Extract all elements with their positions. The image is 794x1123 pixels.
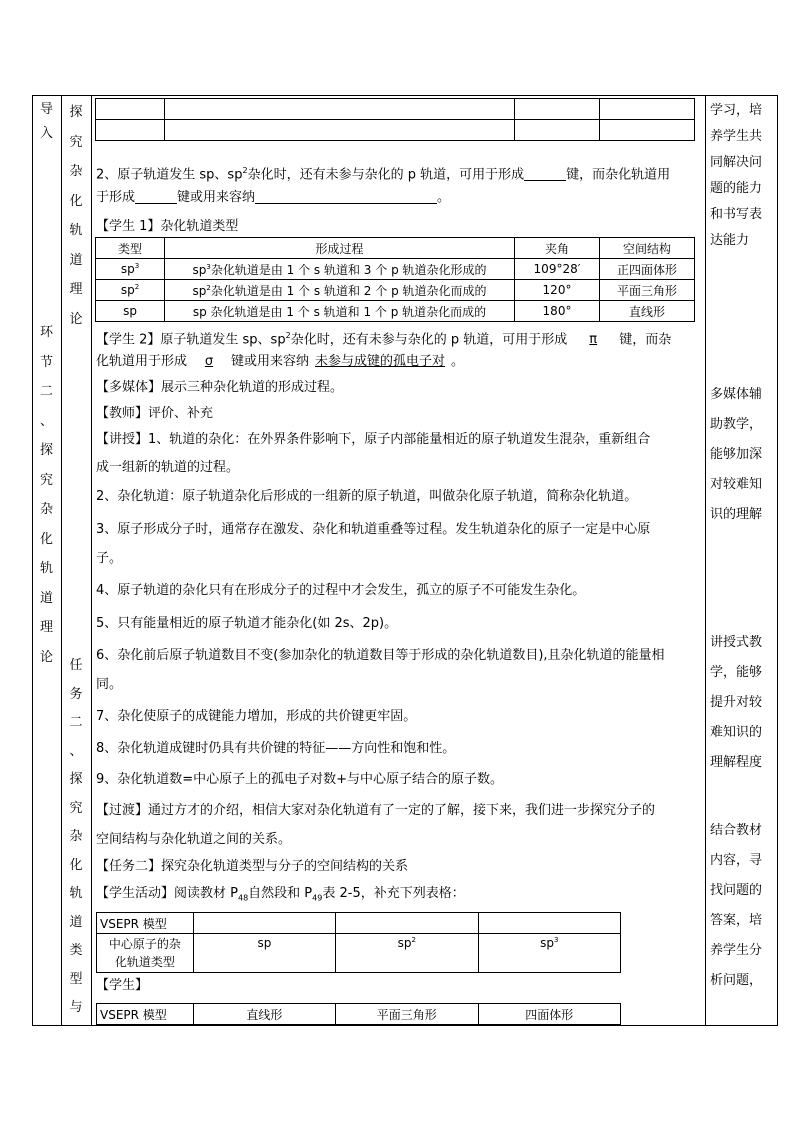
table-row [96, 301, 695, 322]
col1-char: 化 [39, 531, 53, 547]
lecture-point7: 7、杂化使原子的成键能力增加，形成的共价键更牢固。 [96, 709, 417, 724]
col2-section2-label [61, 652, 91, 1023]
col1-char: 轨 [39, 561, 53, 576]
table-cell [600, 99, 695, 120]
table-cell: 直线形 [600, 301, 695, 322]
table-cell: 平面三角形 [600, 280, 695, 301]
col2-char: 化 [69, 193, 83, 209]
superscript: 2 [285, 331, 291, 340]
table-header: 类型 [96, 238, 165, 259]
table-cell: $sp^2$ [96, 280, 165, 301]
table-cell: 平面三角形 [336, 1004, 478, 1025]
col1-char: 杂 [39, 502, 53, 517]
table-cell [96, 120, 165, 141]
col2-char: 类 [69, 943, 83, 958]
table-cell [165, 99, 515, 120]
note-line: 同解决问 [710, 155, 763, 170]
table-cell: $sp^3$ [96, 259, 165, 280]
col1-char: 导 [39, 102, 53, 117]
transition-line1: 【过渡】通过方才的介绍，相信大家对杂化轨道有了一定的了解，接下来，我们进一步探究分子的 [96, 803, 656, 818]
col2-char: 杂 [69, 829, 83, 844]
frame-top [32, 95, 777, 96]
filled-answer: 未参与成键的孤电子对 [315, 354, 446, 369]
col2-char: 杂 [69, 164, 83, 179]
question-2-line2 [96, 188, 706, 208]
table-header: 夹角 [515, 238, 600, 259]
table-cell: $sp^2$杂化轨道是由 1 个 s 轨道和 2 个 p 轨道杂化而成的 [165, 280, 515, 301]
col2-char: 轨 [69, 886, 83, 901]
student-label: 【学生】 [96, 978, 149, 993]
col1-section2-label [32, 318, 61, 672]
col1-char: 究 [39, 472, 53, 488]
table-cell: $sp^3$ [478, 934, 620, 973]
lecture-point6a: 6、杂化前后原子轨道数目不变(参加杂化的轨道数目等于形成的杂化轨道数目),且杂化轨道的能量相 [96, 648, 665, 663]
col2-char: 道 [69, 252, 83, 268]
col1-char: 道 [39, 590, 53, 606]
note-line: 提升对较 [710, 695, 763, 710]
text: 。 [451, 354, 465, 369]
text: 2、原子轨道发生 sp、sp [96, 167, 243, 183]
lecture-point3b: 子。 [96, 551, 123, 566]
lecture-line1b: 成一组新的轨道的过程。 [96, 460, 240, 475]
col2-char: 化 [69, 857, 83, 873]
col2-char: 论 [69, 311, 83, 327]
superscript: 2 [242, 166, 248, 175]
table-cell [600, 120, 695, 141]
lecture-point9: 9、杂化轨道数=中心原子上的孤电子对数+与中心原子结合的原子数。 [96, 772, 504, 787]
note-line: 助教学， [710, 417, 763, 432]
table-header: 空间结构 [600, 238, 695, 259]
frame-bottom [32, 1025, 777, 1026]
col1-char: 二 [39, 384, 53, 399]
table-cell: 直线形 [193, 1004, 335, 1025]
table-header: VSEPR 模型 [97, 913, 194, 934]
col2-char: 、 [69, 743, 83, 759]
right-note-1 [706, 98, 780, 254]
col1-char: 环 [39, 325, 53, 340]
table-row [97, 934, 621, 973]
text: 化轨道用于形成 [96, 354, 188, 369]
col2-char: 理 [69, 282, 83, 297]
note-line: 题的能力 [710, 181, 763, 196]
note-line: 养学生共 [710, 129, 763, 144]
col2-char: 务 [69, 686, 83, 702]
table-row [96, 280, 695, 301]
note-line: 能够加深 [710, 447, 763, 462]
note-line: 难知识的 [710, 725, 763, 740]
col1-char: 探 [39, 443, 53, 458]
note-line: 找问题的 [710, 883, 763, 898]
table-cell: sp [96, 301, 165, 322]
right-note-4 [706, 816, 780, 996]
student2-line2 [96, 352, 706, 372]
hybrid-orbital-table [95, 237, 695, 322]
text: 键或用来容纳 [231, 354, 310, 369]
table-cell [165, 120, 515, 141]
table-cell[interactable] [193, 913, 335, 934]
text: 自然段和 P [248, 886, 313, 901]
answer-blank[interactable] [255, 189, 437, 204]
table-row [97, 1004, 621, 1025]
table-cell: 正四面体形 [600, 259, 695, 280]
note-line: 析问题， [710, 973, 763, 988]
lecture-point5: 5、只有能量相近的原子轨道才能杂化(如 2s、2p)。 [96, 616, 398, 631]
lecture-point4: 4、原子轨道的杂化只有在形成分子的过程中才会发生，孤立的原子不可能发生杂化。 [96, 583, 586, 598]
col2-char: 二 [69, 715, 83, 730]
col-divider-2 [91, 95, 92, 1026]
text: 【学生活动】阅读教材 P [96, 886, 238, 901]
table-cell: 109°28′ [515, 259, 600, 280]
col2-char: 究 [69, 134, 83, 150]
col1-char: 理 [39, 620, 53, 635]
table-header-row [96, 238, 695, 259]
note-line: 达能力 [710, 233, 750, 248]
table-cell: 180° [515, 301, 600, 322]
multimedia-line: 【多媒体】展示三种杂化轨道的形成过程。 [96, 380, 344, 395]
note-line: 内容，寻 [710, 853, 763, 868]
table-cell [96, 99, 165, 120]
text: 杂化时，还有未参与杂化的 p 轨道，可用于形成 [247, 167, 525, 183]
col1-section1-label [32, 98, 61, 145]
table-cell: 四面体形 [478, 1004, 620, 1025]
right-note-2 [706, 380, 780, 530]
text: 【学生 2】原子轨道发生 sp、sp [96, 332, 286, 348]
col2-char: 探 [69, 105, 83, 120]
note-line: 讲授式教 [710, 635, 763, 650]
empty-top-table [95, 98, 695, 141]
lecture-point2: 2、杂化轨道：原子轨道杂化后形成的一组新的原子轨道，叫做杂化原子轨道，简称杂化轨道。 [96, 489, 638, 504]
lecture-line1: 【讲授】1、轨道的杂化：在外界条件影响下，原子内部能量相近的原子轨道发生混杂，重新组合 [96, 432, 651, 447]
table-cell: $sp^2$ [336, 934, 478, 973]
col2-char: 究 [69, 800, 83, 816]
text: 。 [437, 190, 451, 205]
right-note-3 [706, 628, 780, 778]
student1-label: 【学生 1】杂化轨道类型 [96, 219, 239, 234]
task2-heading: 【任务二】探究杂化轨道类型与分子的空间结构的关系 [96, 859, 409, 874]
note-line: 识的理解 [710, 507, 763, 522]
text: 键，而杂 [619, 332, 672, 348]
col2-char: 探 [69, 772, 83, 787]
note-line: 结合教材 [710, 823, 763, 838]
table-cell[interactable] [336, 913, 478, 934]
table-cell: sp 杂化轨道是由 1 个 s 轨道和 1 个 p 轨道杂化而成的 [165, 301, 515, 322]
answer-blank[interactable] [135, 189, 177, 204]
table-cell [515, 120, 600, 141]
col2-char: 道 [69, 914, 83, 930]
filled-answer: σ [204, 354, 214, 369]
table-header: 中心原子的杂 化轨道类型 [97, 934, 194, 973]
col2-char: 型 [69, 971, 83, 987]
note-line: 学习，培 [710, 103, 763, 118]
table-header: VSEPR 模型 [97, 1004, 194, 1025]
table-cell: 120° [515, 280, 600, 301]
table-cell [515, 99, 600, 120]
lecture-point3a: 3、原子形成分子时，通常存在激发、杂化和轨道重叠等过程。发生轨道杂化的原子一定是中心原 [96, 522, 651, 537]
note-line: 答案，培 [710, 913, 763, 928]
answer-blank[interactable] [524, 166, 566, 181]
col1-char: 节 [39, 354, 53, 370]
note-line: 对较难知 [710, 477, 763, 492]
text: 表 2-5，补充下列表格： [322, 886, 465, 901]
col2-char: 与 [69, 1000, 83, 1015]
teacher-line: 【教师】评价、补充 [96, 406, 214, 421]
table-cell: sp [193, 934, 335, 973]
table-row [97, 913, 621, 934]
note-line: 养学生分 [710, 943, 763, 958]
note-line: 理解程度 [710, 755, 763, 770]
filled-answer: π [589, 332, 598, 348]
text: 于形成 [96, 190, 136, 205]
text: 键，而杂化轨道用 [566, 167, 671, 183]
vsepr-hybrid-table [96, 912, 621, 973]
lecture-point6b: 同。 [96, 677, 123, 692]
text: 杂化时，还有未参与杂化的 p 轨道，可用于形成 [290, 332, 568, 348]
table-cell[interactable] [478, 913, 620, 934]
col2-section1-label [61, 98, 91, 334]
vsepr-answer-table [96, 1003, 621, 1025]
subscript: 48 [237, 893, 249, 903]
col1-char: 论 [39, 649, 53, 665]
text: 键或用来容纳 [177, 190, 256, 205]
question-2-line1 [96, 161, 706, 185]
lecture-point8: 8、杂化轨道成键时仍具有共价键的特征——方向性和饱和性。 [96, 741, 456, 756]
table-cell: $sp^3$杂化轨道是由 1 个 s 轨道和 3 个 p 轨道杂化形成的 [165, 259, 515, 280]
transition-line2: 空间结构与杂化轨道之间的关系。 [96, 832, 292, 847]
student2-line1 [96, 326, 706, 350]
col2-char: 轨 [69, 223, 83, 238]
table-header: 形成过程 [165, 238, 515, 259]
table-row [96, 259, 695, 280]
col2-char: 任 [69, 658, 83, 673]
col1-char: 、 [39, 413, 53, 429]
col1-char: 入 [39, 125, 53, 141]
subscript: 49 [312, 893, 323, 903]
note-line: 和书写表 [710, 207, 763, 222]
note-line: 多媒体辅 [710, 387, 763, 402]
student-activity-line [96, 884, 706, 909]
note-line: 学，能够 [710, 665, 763, 680]
